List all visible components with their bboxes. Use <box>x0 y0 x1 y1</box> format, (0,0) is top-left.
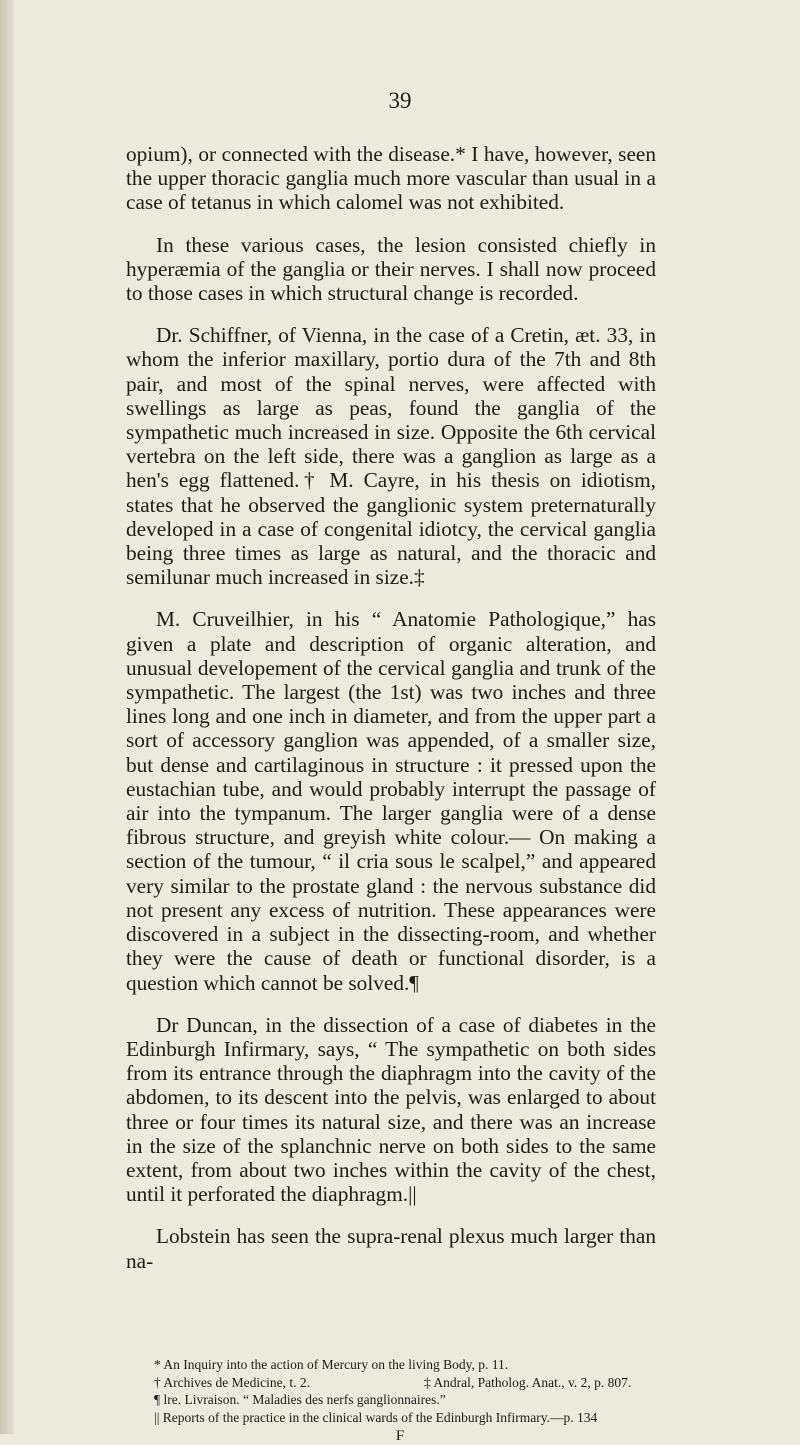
footnote-star: * An Inquiry into the action of Mercury on the living Body, p. 11. <box>154 1357 509 1372</box>
footnote-pilcrow: ¶ lre. Livraison. “ Maladies des nerfs ganglionnaires.” <box>154 1392 446 1407</box>
signature-mark: F <box>395 1428 405 1444</box>
footnote-ddagger: ‡ Andral, Patholog. Anat., v. 2, p. 807. <box>424 1374 632 1390</box>
footnotes <box>126 1356 656 1426</box>
footnote-parallel: || Reports of the practice in the clinical wards of the Edinburgh Infirmary.—p. 134 <box>154 1409 598 1425</box>
paragraph-2: In these various cases, the lesion consisted chiefly in hyperæmia of the ganglia or their nerves. I shall now proceed to those cases in which structural change is recorded. <box>126 232 656 306</box>
page-number: 39 <box>388 88 412 113</box>
paragraph-3: Dr. Schiffner, of Vienna, in the case of a Cretin, æt. 33, in whom the inferior maxillary, portio dura of the 7th and 8th pair, and most of the spinal nerves, were affected with swellings as large as peas, found the ganglia of the sympathetic much increased in size. Opposite the 6th cervical vertebra on the left side, there was a ganglion as large as a hen's egg flattened.† M. Cayre, in his thesis on idiotism, states that he observed the ganglionic system preternaturally developed in a case of congenital idiotcy, the cervical ganglia being three times as large as natural, and the thoracic and semilunar much increased in size.‡ <box>126 323 656 590</box>
paragraph-4: M. Cruveilhier, in his “ Anatomie Pathologique,” has given a plate and description of organic alteration, and unusual developement of the cervical ganglia and trunk of the sympathetic. The largest (the 1st) was two inches and three lines long and one inch in diameter, and from the upper part a sort of accessory ganglion was appended, of a smaller size, but dense and cartilaginous in structure : it pressed upon the eustachian tube, and would probably interrupt the passage of air into the tympanum. The larger ganglia were of a dense fibrous structure, and greyish white colour.— On making a section of the tumour, “ il cria sous le scalpel,” and appeared very similar to the prostate gland : the nervous substance did not present any excess of nutrition. These appearances were discovered in a subject in the dissecting-room, and whether they were the cause of death or functional disorder, is a question which cannot be solved.¶ <box>126 607 656 995</box>
body-text <box>126 142 656 1291</box>
paragraph-5: Dr Duncan, in the dissection of a case of diabetes in the Edinburgh Infirmary, says, “ The sympathetic on both sides from its entrance through the diaphragm into the cavity of the abdomen, to its descent into the pelvis, was enlarged to about three or four times its natural size, and there was an increase in the size of the splanchnic nerve on both sides to the same extent, from about two inches within the cavity of the chest, until it perforated the diaphragm.|| <box>126 1012 656 1207</box>
footnote-pair <box>126 1374 656 1392</box>
paragraph-6: Lobstein has seen the supra-renal plexus much larger than na- <box>126 1224 656 1273</box>
paragraph-1: opium), or connected with the disease.* I have, however, seen the upper thoracic ganglia much more vascular than usual in a case of tetanus in which calomel was not exhibited. <box>126 142 656 215</box>
footnote-dagger: † Archives de Medicine, t. 2. <box>154 1374 310 1390</box>
